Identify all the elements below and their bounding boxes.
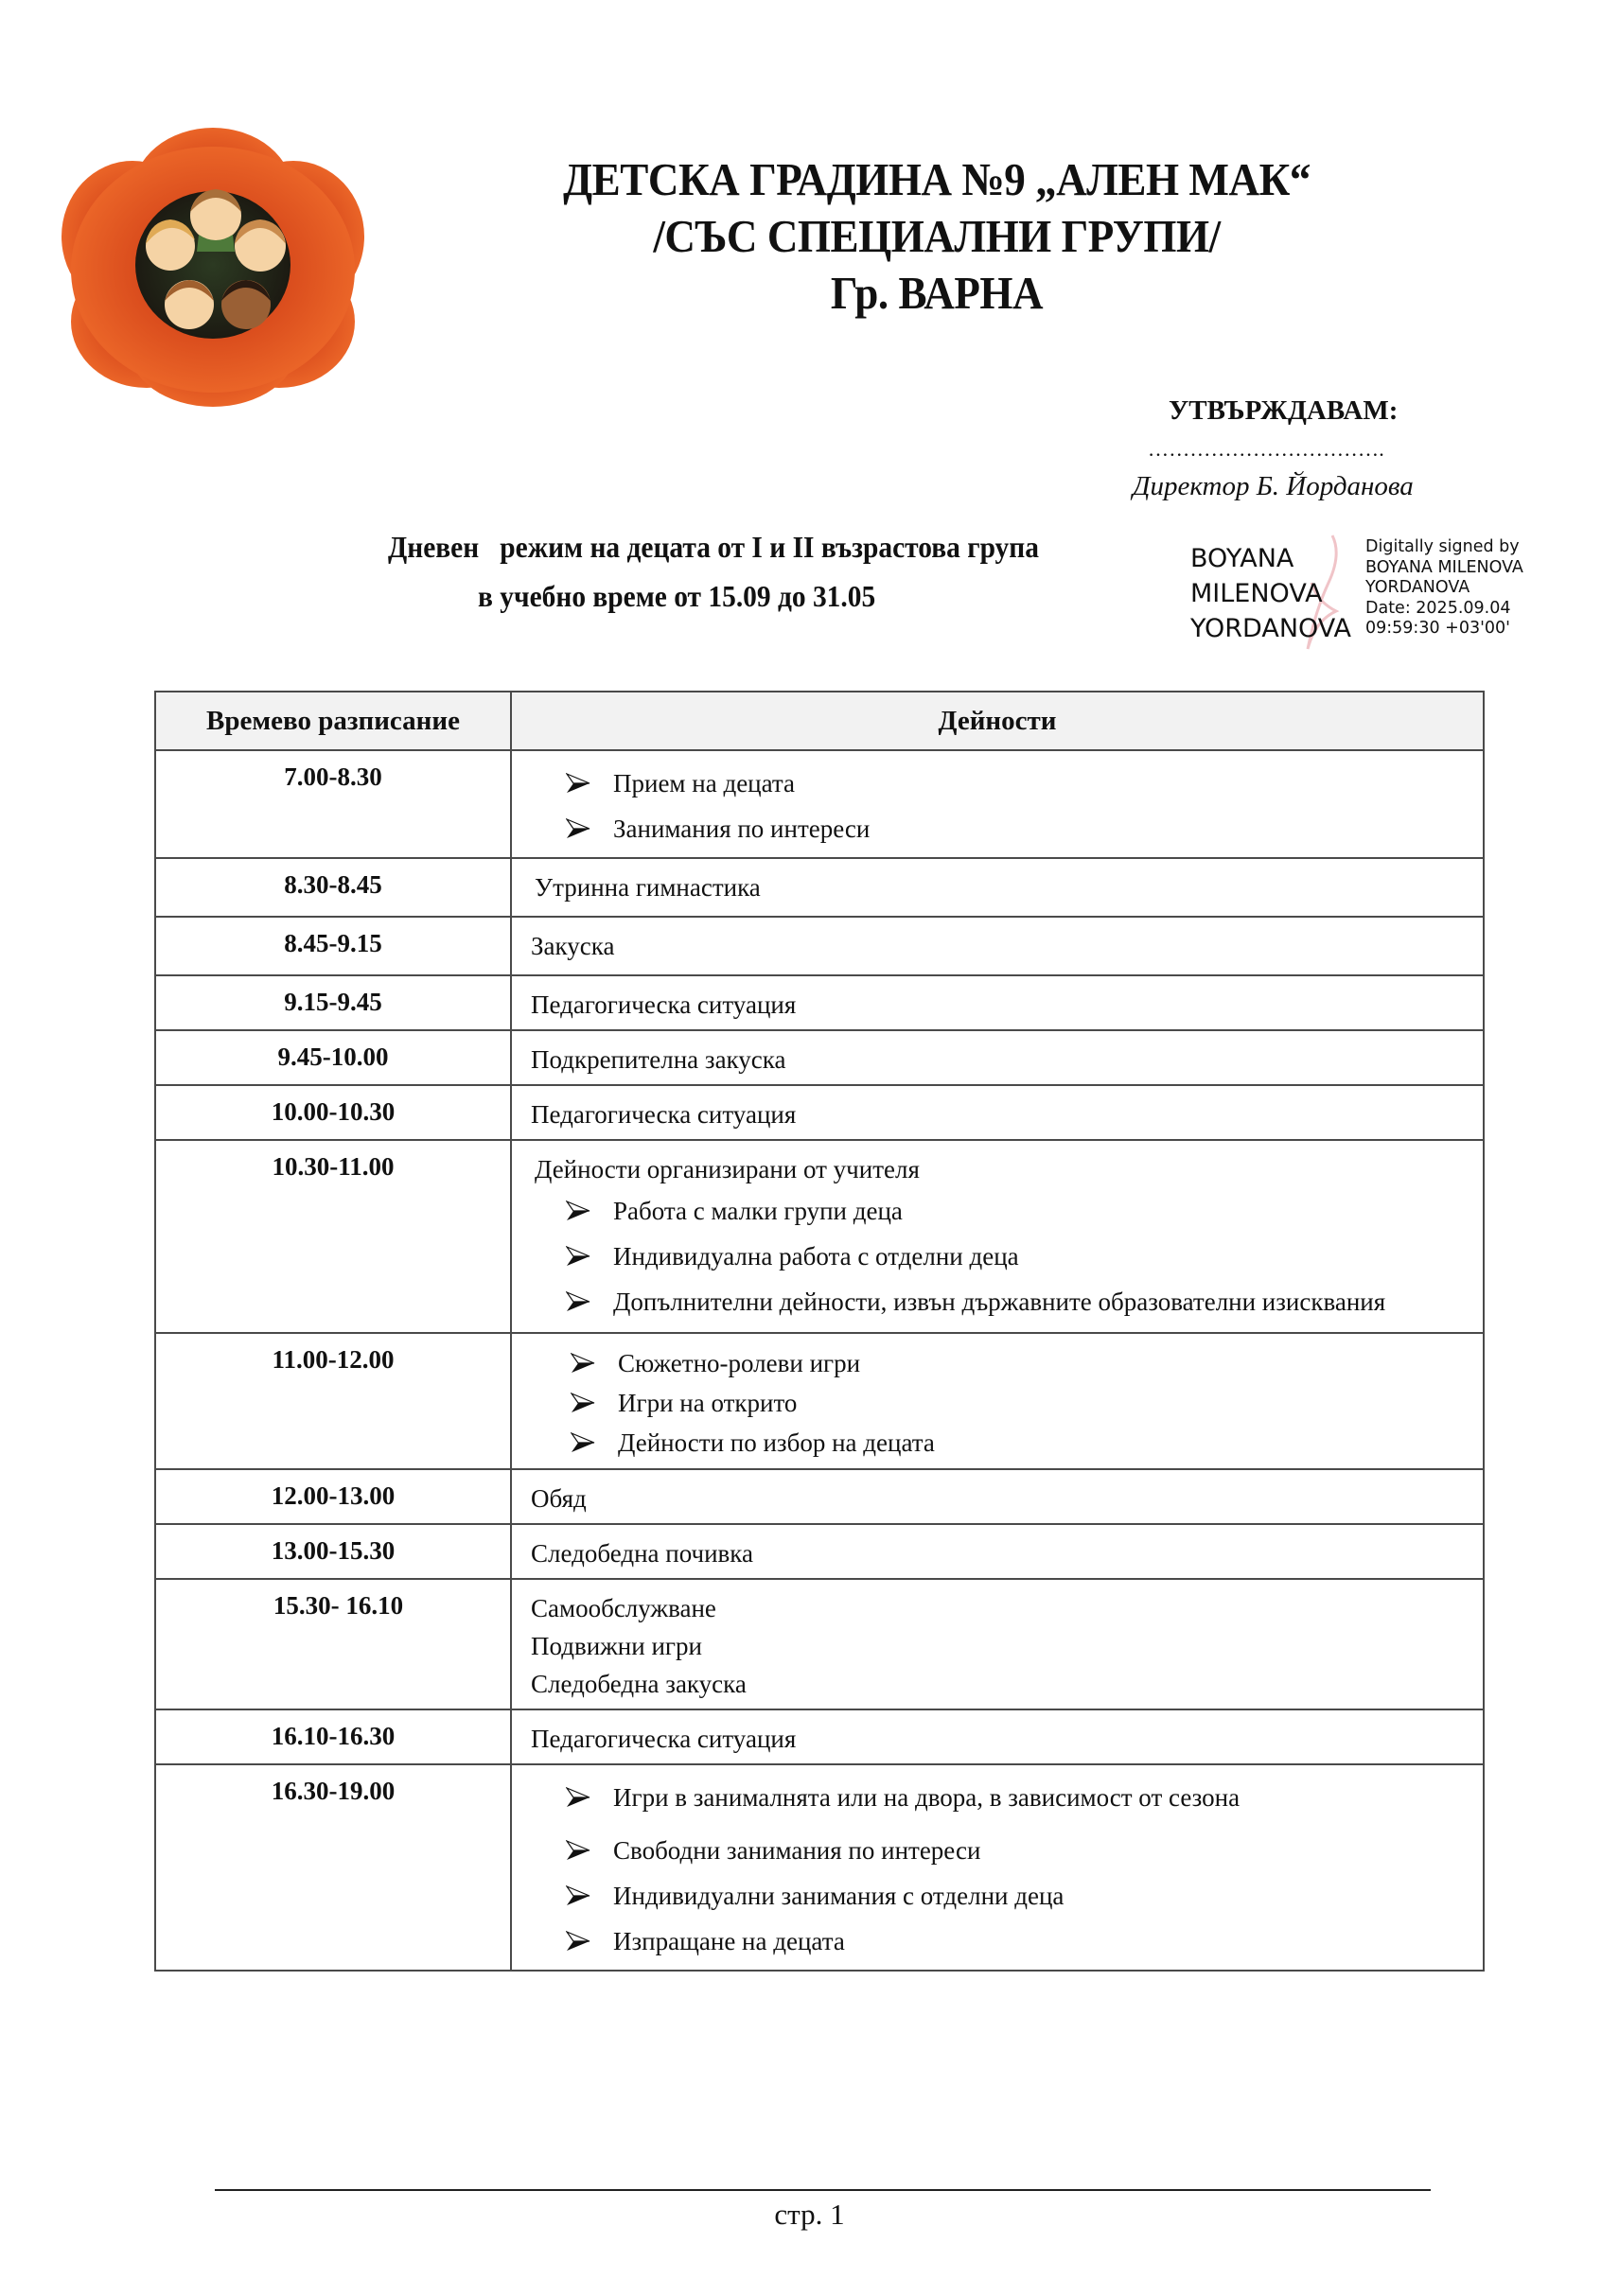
table-row [155, 1085, 1484, 1140]
schedule-subtitle-line-2: в учебно време от 15.09 до 31.05 [478, 579, 876, 613]
activity-bullet-text: Занимания по интереси [613, 815, 871, 843]
activity-text: Педагогическа ситуация [531, 990, 797, 1019]
digital-signature-name [1190, 541, 1351, 646]
title-line-2: /СЪС СПЕЦИАЛНИ ГРУПИ/ [653, 210, 1221, 262]
activity-text: Педагогическа ситуация [531, 1100, 797, 1129]
activity-text: Подкрепителна закуска [531, 1045, 786, 1074]
signature-detail-line: Digitally signed by [1365, 537, 1520, 556]
time-slot: 9.15-9.45 [155, 975, 511, 1030]
activity-bullet-text: Прием на децата [613, 769, 796, 797]
activity-text: Дейности организирани от учителя [535, 1155, 920, 1183]
arrow-bullet-icon [566, 1885, 590, 1906]
arrow-bullet-icon [566, 1931, 590, 1952]
time-slot: 7.00-8.30 [155, 750, 511, 858]
signature-name-line: BOYANA [1190, 544, 1294, 573]
activity-bullet-item [512, 806, 1483, 851]
daily-schedule-table [154, 691, 1485, 1972]
activity-text: Подвижни игри [531, 1632, 702, 1660]
signature-name-line: MILENOVA [1190, 579, 1323, 608]
time-slot: 8.30-8.45 [155, 858, 511, 917]
activity-bullet-text: Свободни занимания по интереси [613, 1836, 981, 1865]
activity-cell [511, 1333, 1484, 1469]
activity-bullet-item [512, 1188, 1483, 1234]
activity-text: Следобедна почивка [531, 1539, 753, 1568]
table-row [155, 1469, 1484, 1524]
activity-bullet-text: Работа с малки групи деца [613, 1197, 903, 1225]
arrow-bullet-icon [571, 1353, 595, 1374]
arrow-bullet-icon [566, 1201, 590, 1221]
title-line-1: ДЕТСКА ГРАДИНА №9 „АЛЕН МАК“ [563, 153, 1311, 205]
activity-cell [511, 1709, 1484, 1764]
activity-cell [511, 1140, 1484, 1333]
arrow-bullet-icon [566, 818, 590, 839]
activity-text: Педагогическа ситуация [531, 1725, 797, 1753]
table-row [155, 975, 1484, 1030]
activity-bullet-item [512, 1828, 1483, 1873]
footer-divider [215, 2189, 1431, 2191]
digital-signature-details[interactable] [1365, 537, 1523, 640]
activity-bullet-item [512, 1383, 1483, 1423]
activity-text: Закуска [531, 932, 615, 960]
activity-cell [511, 750, 1484, 858]
table-row [155, 1764, 1484, 1971]
poppy-flower-children-logo-icon [38, 95, 388, 426]
time-slot: 15.30- 16.10 [155, 1579, 511, 1709]
activity-text: Следобедна закуска [531, 1670, 747, 1698]
signature-detail-line: BOYANA MILENOVA [1365, 557, 1523, 577]
activity-cell [511, 1579, 1484, 1709]
activity-text: Обяд [531, 1484, 587, 1513]
activity-bullet-item [512, 1423, 1483, 1463]
arrow-bullet-icon [566, 1291, 590, 1312]
time-slot: 13.00-15.30 [155, 1524, 511, 1579]
time-slot: 11.00-12.00 [155, 1333, 511, 1469]
arrow-bullet-icon [566, 1840, 590, 1861]
activity-cell [511, 858, 1484, 917]
activity-bullet-item [512, 761, 1483, 806]
table-row [155, 1709, 1484, 1764]
activity-cell [511, 975, 1484, 1030]
signature-dotted-line: ……………………………. [1148, 437, 1384, 461]
signature-time: 09:59:30 +03'00' [1365, 619, 1510, 638]
activity-cell [511, 1030, 1484, 1085]
activity-bullet-text: Индивидуални занимания с отделни деца [613, 1882, 1065, 1910]
table-row [155, 917, 1484, 975]
page-number: стр. 1 [774, 2198, 845, 2231]
table-row [155, 750, 1484, 858]
director-name: Директор Б. Йорданова [1133, 471, 1414, 501]
table-header-row [155, 692, 1484, 750]
activity-bullet-text: Игри в занималнята или на двора, в зависимост от сезона [613, 1783, 1241, 1812]
activity-text: Утринна гимнастика [535, 873, 761, 902]
arrow-bullet-icon [571, 1432, 595, 1453]
time-slot: 10.00-10.30 [155, 1085, 511, 1140]
time-slot: 10.30-11.00 [155, 1140, 511, 1333]
schedule-rows [155, 750, 1484, 1971]
time-slot: 8.45-9.15 [155, 917, 511, 975]
activity-bullet-item [512, 1775, 1483, 1820]
time-slot: 9.45-10.00 [155, 1030, 511, 1085]
kindergarten-logo [38, 95, 388, 426]
activity-bullet-item [512, 1343, 1483, 1383]
column-header-time: Времево разписание [155, 692, 511, 750]
activity-bullet-item [512, 1919, 1483, 1964]
table-row [155, 1140, 1484, 1333]
activity-text: Самообслужване [531, 1594, 716, 1622]
activity-bullet-text: Изпращане на децата [613, 1927, 845, 1955]
arrow-bullet-icon [566, 773, 590, 794]
activity-cell [511, 1085, 1484, 1140]
activity-bullet-text: Индивидуална работа с отделни деца [613, 1242, 1019, 1271]
activity-bullet-item [512, 1279, 1483, 1324]
kindergarten-title [423, 151, 1451, 322]
activity-bullet-text: Игри на открито [618, 1389, 798, 1417]
arrow-bullet-icon [566, 1246, 590, 1267]
table-row [155, 1579, 1484, 1709]
activity-bullet-text: Допълнителни дейности, извън държавните образователни изисквания [613, 1288, 1386, 1316]
activity-bullet-item [512, 1873, 1483, 1919]
arrow-bullet-icon [566, 1787, 590, 1808]
title-line-3: Гр. ВАРНА [830, 267, 1044, 319]
arrow-bullet-icon [571, 1393, 595, 1413]
column-header-activities: Дейности [511, 692, 1484, 750]
activity-cell [511, 1764, 1484, 1971]
activity-cell [511, 1469, 1484, 1524]
table-row [155, 1333, 1484, 1469]
table-row [155, 1524, 1484, 1579]
table-row [155, 1030, 1484, 1085]
table-row [155, 858, 1484, 917]
activity-cell [511, 917, 1484, 975]
approval-label: УТВЪРЖДАВАМ: [1169, 395, 1399, 426]
schedule-subtitle-line-1: Дневен режим на децата от I и II възрастова група [388, 530, 1039, 564]
time-slot: 16.10-16.30 [155, 1709, 511, 1764]
signature-date: Date: 2025.09.04 [1365, 598, 1511, 618]
activity-bullet-text: Сюжетно-ролеви игри [618, 1349, 861, 1377]
activity-cell [511, 1524, 1484, 1579]
time-slot: 12.00-13.00 [155, 1469, 511, 1524]
activity-bullet-item [512, 1234, 1483, 1279]
signature-detail-line: YORDANOVA [1365, 578, 1470, 597]
signature-name-line: YORDANOVA [1190, 614, 1352, 643]
activity-bullet-text: Дейности по избор на децата [618, 1428, 935, 1457]
time-slot: 16.30-19.00 [155, 1764, 511, 1971]
